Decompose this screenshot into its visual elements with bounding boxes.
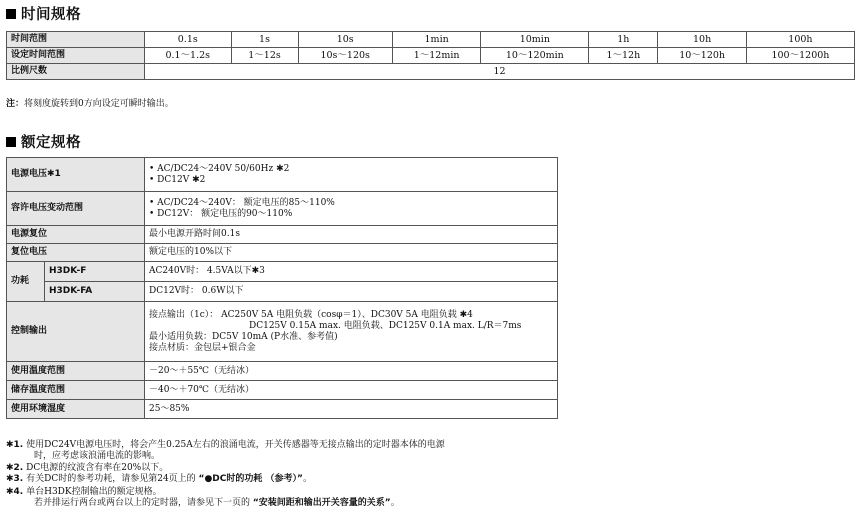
table-row (7, 282, 558, 302)
table-row (7, 400, 558, 419)
power-voltage-value (145, 158, 558, 192)
section-title-text: 额定规格 (21, 135, 81, 151)
power-voltage-line: • DC12V ✱2 (149, 174, 206, 185)
row-label-operating-humidity: 使用环境湿度 (7, 400, 145, 419)
row-label-control-output: 控制输出 (7, 302, 145, 362)
time-spec-table (6, 31, 855, 80)
footnote-text: 单台H3DK控制输出的额定规格。 (26, 487, 162, 497)
power-consumption-value: DC12V时： 0.6W以下 (145, 282, 558, 302)
footnote-text: 时，应考虑该浪涌电流的影响。 (34, 451, 161, 461)
time-range-cell: 100h (746, 32, 854, 48)
row-label-storage-temp: 储存温度范围 (7, 381, 145, 400)
control-output-line: 接点输出（1c）： AC250V 5A 电阻负载（cosφ＝1）、DC30V 5A 电阻负载 ✱4 (149, 309, 473, 320)
set-range-cell: 1～12s (231, 48, 298, 64)
set-range-cell: 10～120min (481, 48, 589, 64)
section-square-icon (6, 9, 16, 19)
set-range-cell: 10～120h (658, 48, 747, 64)
set-range-cell: 10s～120s (298, 48, 392, 64)
section-square-icon (6, 137, 16, 147)
row-label-operating-temp: 使用温度范围 (7, 362, 145, 381)
footnote-4 (6, 487, 400, 509)
note-text: 将刻度旋转到0方向设定可瞬时输出。 (24, 99, 174, 109)
set-range-cell: 1～12h (589, 48, 658, 64)
model-label-h3dk-f: H3DK-F (45, 262, 145, 282)
note-label: 注： (6, 99, 25, 109)
table-row (7, 32, 855, 48)
control-output-line: 接点材质：金包层+银合金 (149, 342, 256, 353)
footnote-key: ✱1. (6, 440, 24, 450)
footnote-emphasis: “安装间距和输出开关容量的关系” (252, 498, 391, 508)
footnote-text: 。 (390, 498, 400, 508)
footnote-1 (6, 440, 445, 462)
section-title-rated-spec (6, 131, 81, 152)
footnote-3 (6, 474, 312, 485)
time-range-cell: 10s (298, 32, 392, 48)
time-range-cell: 10min (481, 32, 589, 48)
allowable-voltage-line: • AC/DC24～240V： 额定电压的85～110% (149, 197, 335, 208)
footnote-text: DC电源的纹波含有率在20%以下。 (26, 463, 169, 473)
set-range-cell: 0.1～1.2s (145, 48, 232, 64)
row-label-power-voltage: 电源电压✱1 (7, 158, 145, 192)
table-row (7, 48, 855, 64)
row-label-time-range: 时间范围 (7, 32, 145, 48)
footnote-emphasis: “●DC时的功耗 （参考）” (198, 474, 303, 484)
row-label-power-reset: 电源复位 (7, 226, 145, 244)
table-row (7, 192, 558, 226)
control-output-line: 最小适用负载：DC5V 10mA (P水准、参考值) (149, 331, 338, 342)
model-label-h3dk-fa: H3DK-FA (45, 282, 145, 302)
scale-cell: 12 (145, 64, 855, 80)
time-range-cell: 1s (231, 32, 298, 48)
set-range-cell: 1～12min (392, 48, 480, 64)
table-row (7, 226, 558, 244)
storage-temp-value: －40～＋70℃（无结冰） (145, 381, 558, 400)
time-range-cell: 1min (392, 32, 480, 48)
footnote-text: 使用DC24V电源电压时，将会产生0.25A左右的浪涌电流，开关传感器等无接点输出的定时器本体的电源 (26, 440, 445, 450)
footnote-key: ✱4. (6, 487, 24, 497)
row-label-allowable-voltage: 容许电压变动范围 (7, 192, 145, 226)
time-range-cell: 0.1s (145, 32, 232, 48)
table-row (7, 302, 558, 362)
table-row (7, 262, 558, 282)
table-row (7, 64, 855, 80)
time-range-cell: 10h (658, 32, 747, 48)
power-reset-value: 最小电源开路时间0.1s (145, 226, 558, 244)
table-row (7, 158, 558, 192)
control-output-line: DC125V 0.15A max. 电阻负载、DC125V 0.1A max. L/R＝7ms (249, 320, 522, 331)
row-label-scale: 比例尺数 (7, 64, 145, 80)
operating-humidity-value: 25～85% (145, 400, 558, 419)
time-spec-note (6, 96, 174, 109)
row-label-power-consumption: 功耗 (7, 262, 45, 302)
footnote-text: 若并排运行两台或两台以上的定时器，请参见下一页的 (34, 498, 253, 508)
footnote-key: ✱3. (6, 474, 24, 484)
table-row (7, 244, 558, 262)
operating-temp-value: －20～＋55℃（无结冰） (145, 362, 558, 381)
reset-voltage-value: 额定电压的10%以下 (145, 244, 558, 262)
time-range-cell: 1h (589, 32, 658, 48)
table-row (7, 381, 558, 400)
section-title-text: 时间规格 (21, 7, 81, 23)
section-title-time-spec (6, 3, 81, 24)
control-output-value (145, 302, 558, 362)
power-consumption-value: AC240V时： 4.5VA以下✱3 (145, 262, 558, 282)
power-voltage-line: • AC/DC24～240V 50/60Hz ✱2 (149, 163, 290, 174)
allowable-voltage-line: • DC12V： 额定电压的90～110% (149, 208, 293, 219)
row-label-reset-voltage: 复位电压 (7, 244, 145, 262)
footnote-key: ✱2. (6, 463, 24, 473)
table-row (7, 362, 558, 381)
footnote-2 (6, 463, 168, 474)
footnote-text: 。 (302, 474, 312, 484)
footnote-text: 有关DC时的参考功耗，请参见第24页上的 (26, 474, 199, 484)
row-label-set-time-range: 设定时间范围 (7, 48, 145, 64)
set-range-cell: 100～1200h (746, 48, 854, 64)
rated-spec-table (6, 157, 558, 419)
allowable-voltage-value (145, 192, 558, 226)
